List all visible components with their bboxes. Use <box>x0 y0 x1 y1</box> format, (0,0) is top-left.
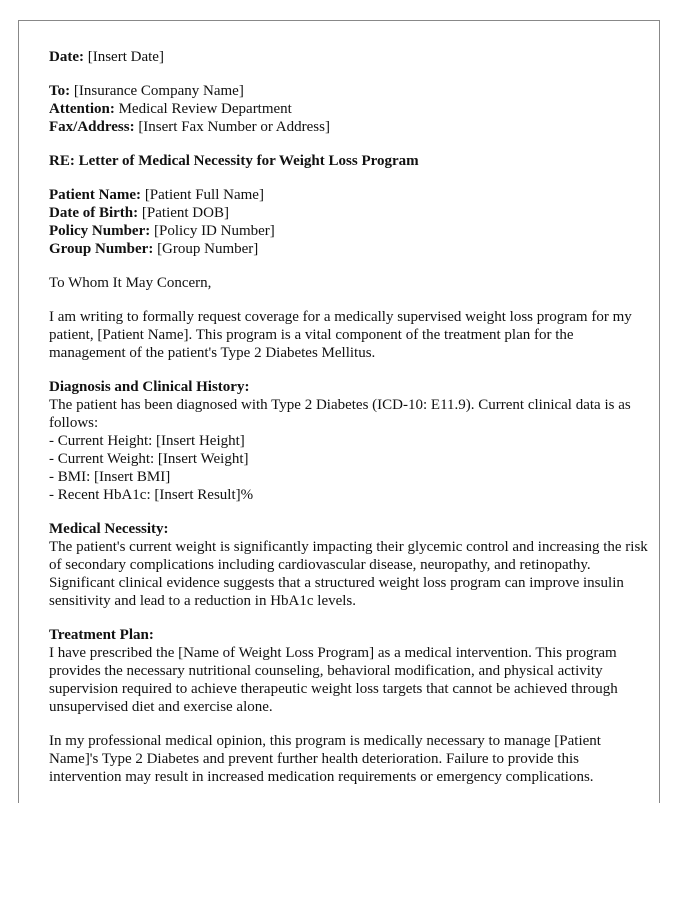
attention-line <box>49 100 649 118</box>
recipient-block <box>49 82 649 136</box>
group-value: [Group Number] <box>153 241 259 257</box>
opinion-block <box>49 732 649 786</box>
group-line <box>49 240 649 258</box>
subject-line: RE: Letter of Medical Necessity for Weight Loss Program <box>49 153 419 169</box>
diagnosis-item: - Recent HbA1c: [Insert Result]% <box>49 487 254 503</box>
group-label: Group Number: <box>49 241 154 257</box>
fax-value: [Insert Fax Number or Address] <box>134 119 330 135</box>
to-value: [Insurance Company Name] <box>70 83 244 99</box>
dob-line <box>49 204 649 222</box>
diagnosis-item: - Current Weight: [Insert Weight] <box>49 451 249 467</box>
date-value: [Insert Date] <box>83 49 164 65</box>
date-label: Date: <box>49 49 84 65</box>
salutation-block <box>49 274 649 292</box>
policy-value: [Policy ID Number] <box>150 223 275 239</box>
fax-label: Fax/Address: <box>49 119 135 135</box>
diagnosis-item: - Current Height: [Insert Height] <box>49 433 245 449</box>
diagnosis-heading: Diagnosis and Clinical History: <box>49 379 250 395</box>
salutation: To Whom It May Concern, <box>49 275 212 291</box>
diagnosis-block <box>49 378 649 504</box>
attention-value: Medical Review Department <box>114 101 292 117</box>
opinion-paragraph: In my professional medical opinion, this program is medically necessary to manage [Patient Name]'s Type 2 Diabetes and prevent further health deterioration. Failure to provide this intervention may result in increased medication requirements or emergency complications. <box>49 733 601 785</box>
to-label: To: <box>49 83 71 99</box>
date-line <box>49 48 649 66</box>
necessity-heading: Medical Necessity: <box>49 521 169 537</box>
treatment-heading: Treatment Plan: <box>49 627 154 643</box>
intro-paragraph: I am writing to formally request coverage for a medically supervised weight loss program for my patient, [Patient Name]. This program is a vital component of the treatment plan for the management of the patient's Type 2 Diabetes Mellitus. <box>49 309 632 361</box>
necessity-block <box>49 520 649 610</box>
diagnosis-item: - BMI: [Insert BMI] <box>49 469 171 485</box>
policy-label: Policy Number: <box>49 223 151 239</box>
patient-name-value: [Patient Full Name] <box>141 187 264 203</box>
necessity-text: The patient's current weight is significantly impacting their glycemic control and increasing the risk of secondary complications including cardiovascular disease, neuropathy, and retinopathy. Significant clinical evidence suggests that a structured weight loss program can improve insulin sensitivity and lead to a reduction in HbA1c levels. <box>49 539 648 609</box>
fax-line <box>49 118 649 136</box>
patient-name-line <box>49 186 649 204</box>
letter-content <box>49 48 649 802</box>
header-block <box>49 48 649 66</box>
patient-name-label: Patient Name: <box>49 187 142 203</box>
intro-block <box>49 308 649 362</box>
to-line <box>49 82 649 100</box>
treatment-text: I have prescribed the [Name of Weight Loss Program] as a medical intervention. This program provides the necessary nutritional counseling, behavioral modification, and physical activity supervision required to achieve therapeutic weight loss targets that cannot be achieved through unsupervised diet and exercise alone. <box>49 645 618 715</box>
subject-block <box>49 152 649 170</box>
dob-value: [Patient DOB] <box>138 205 229 221</box>
letter-page <box>18 20 660 803</box>
treatment-block <box>49 626 649 716</box>
patient-block <box>49 186 649 258</box>
policy-line <box>49 222 649 240</box>
dob-label: Date of Birth: <box>49 205 139 221</box>
attention-label: Attention: <box>49 101 115 117</box>
diagnosis-text: The patient has been diagnosed with Type 2 Diabetes (ICD-10: E11.9). Current clinical data is as follows: <box>49 397 631 431</box>
